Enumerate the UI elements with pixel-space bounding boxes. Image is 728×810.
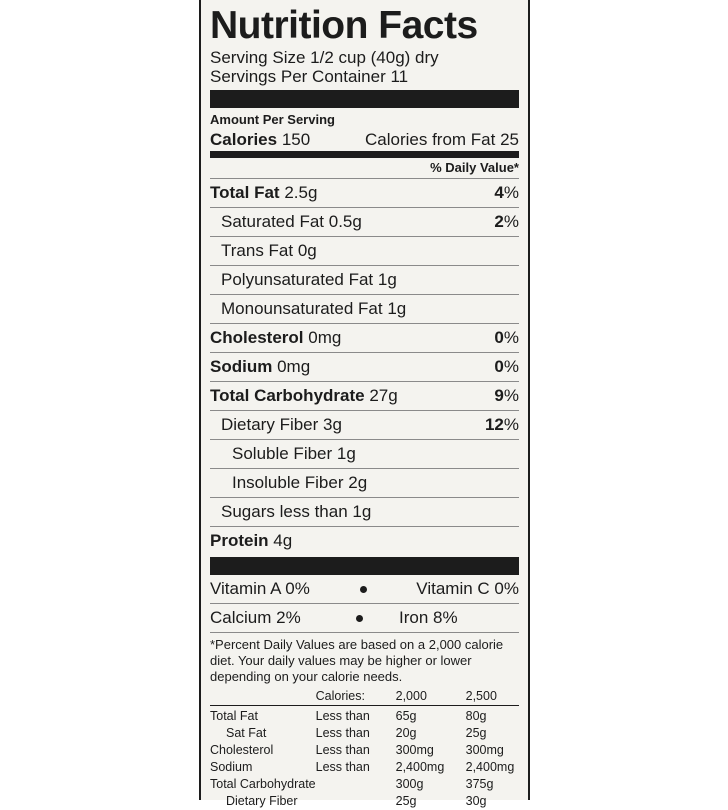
daily-value-table xyxy=(210,688,519,810)
table-row: Sat Fat Less than 20g 25g xyxy=(226,726,487,740)
bullet-dot-icon xyxy=(356,615,363,622)
bullet-dot-icon xyxy=(360,586,367,593)
medium-divider xyxy=(210,151,519,158)
nutrient-amount: 2.5g xyxy=(284,183,318,202)
servings-per-container: Servings Per Container 11 xyxy=(210,67,409,86)
daily-value-footnote: *Percent Daily Values are based on a 2,000 calorie diet. Your daily values may be higher or lower depending on your calorie needs. xyxy=(210,637,504,684)
nutrition-facts-label xyxy=(199,0,530,808)
calories-row xyxy=(210,129,519,151)
nutrient-dv: 9% xyxy=(494,386,519,405)
nutrient-amount: 2g xyxy=(348,473,368,492)
table-row: Cholesterol Less than 300mg 300mg xyxy=(210,743,504,757)
vitamin-left: Calcium 2% xyxy=(210,608,301,627)
vitamin-right: Iron 8% xyxy=(398,608,458,627)
nutrient-row-dietary-fiber xyxy=(210,411,519,440)
vitamin-left: Vitamin A 0% xyxy=(210,579,310,598)
nutrient-dv: 4% xyxy=(494,183,519,202)
nutrient-row-monounsaturated-fat xyxy=(210,295,519,324)
nutrient-name: Sodium xyxy=(210,357,273,376)
table-row: Sodium Less than 2,400mg 2,400mg xyxy=(210,760,515,774)
vitamin-row-1 xyxy=(210,575,519,604)
nutrient-row-trans-fat xyxy=(210,237,519,266)
calories-label: Calories xyxy=(210,130,278,149)
nutrient-amount: 0mg xyxy=(277,357,311,376)
calories-amount xyxy=(210,129,310,151)
nutrient-row-protein xyxy=(210,527,519,555)
nutrient-name: Total Fat xyxy=(210,183,280,202)
nutrient-row-sodium xyxy=(210,353,519,382)
nutrient-amount: 1g xyxy=(377,270,397,289)
nutrient-row-total-fat xyxy=(210,179,519,208)
nutrient-name: Sugars xyxy=(221,502,275,521)
table-row: Dietary Fiber 25g 30g xyxy=(226,794,487,808)
serving-size: Serving Size 1/2 cup (40g) dry xyxy=(210,48,439,67)
nutrient-name: Total Carbohydrate xyxy=(210,386,365,405)
nutrient-amount: 1g xyxy=(336,444,356,463)
thick-divider xyxy=(210,90,519,108)
calories-from-fat: Calories from Fat 25 xyxy=(365,130,519,149)
label-title: Nutrition Facts xyxy=(210,4,478,47)
nutrient-name: Polyunsaturated Fat xyxy=(221,270,374,289)
nutrient-amount: 4g xyxy=(273,531,293,550)
nutrient-dv: 0% xyxy=(494,357,519,376)
calories-value: 150 xyxy=(281,130,311,149)
nutrient-name: Cholesterol xyxy=(210,328,304,347)
nutrient-dv: 0% xyxy=(494,328,519,347)
vitamin-row-2 xyxy=(210,604,519,633)
nutrient-row-soluble-fiber xyxy=(210,440,519,469)
nutrient-row-insoluble-fiber xyxy=(210,469,519,498)
nutrient-amount: 0mg xyxy=(308,328,342,347)
daily-value-header: % Daily Value* xyxy=(210,158,519,179)
table-row: Total Carbohydrate 300g 375g xyxy=(210,777,494,791)
thick-divider xyxy=(210,557,519,575)
nutrient-amount: 3g xyxy=(323,415,342,434)
vitamin-right: Vitamin C 0% xyxy=(416,579,519,598)
nutrient-amount: 27g xyxy=(369,386,398,405)
dv-table-header: Calories: 2,000 2,500 xyxy=(210,688,519,706)
nutrient-amount: 0g xyxy=(297,241,317,260)
nutrient-row-sugars xyxy=(210,498,519,527)
nutrient-name: Dietary Fiber xyxy=(221,415,319,434)
nutrient-row-total-carbohydrate xyxy=(210,382,519,411)
table-row: Total Fat Less than 65g 80g xyxy=(210,709,487,723)
nutrient-name: Insoluble Fiber xyxy=(232,473,344,492)
nutrient-row-cholesterol xyxy=(210,324,519,353)
nutrient-dv: 2% xyxy=(494,212,519,231)
nutrient-amount: less than 1g xyxy=(279,502,372,521)
amount-per-serving: Amount Per Serving xyxy=(210,112,335,127)
nutrient-name: Trans Fat xyxy=(221,241,294,260)
nutrient-row-saturated-fat xyxy=(210,208,519,237)
nutrient-name: Protein xyxy=(210,531,269,550)
nutrient-amount: 1g xyxy=(387,299,407,318)
nutrient-name: Saturated Fat xyxy=(221,212,325,231)
nutrient-amount: 0.5g xyxy=(328,212,362,231)
nutrient-row-polyunsaturated-fat xyxy=(210,266,519,295)
nutrient-name: Monounsaturated Fat xyxy=(221,299,383,318)
nutrient-dv: 12% xyxy=(484,415,519,434)
nutrient-name: Soluble Fiber xyxy=(232,444,333,463)
